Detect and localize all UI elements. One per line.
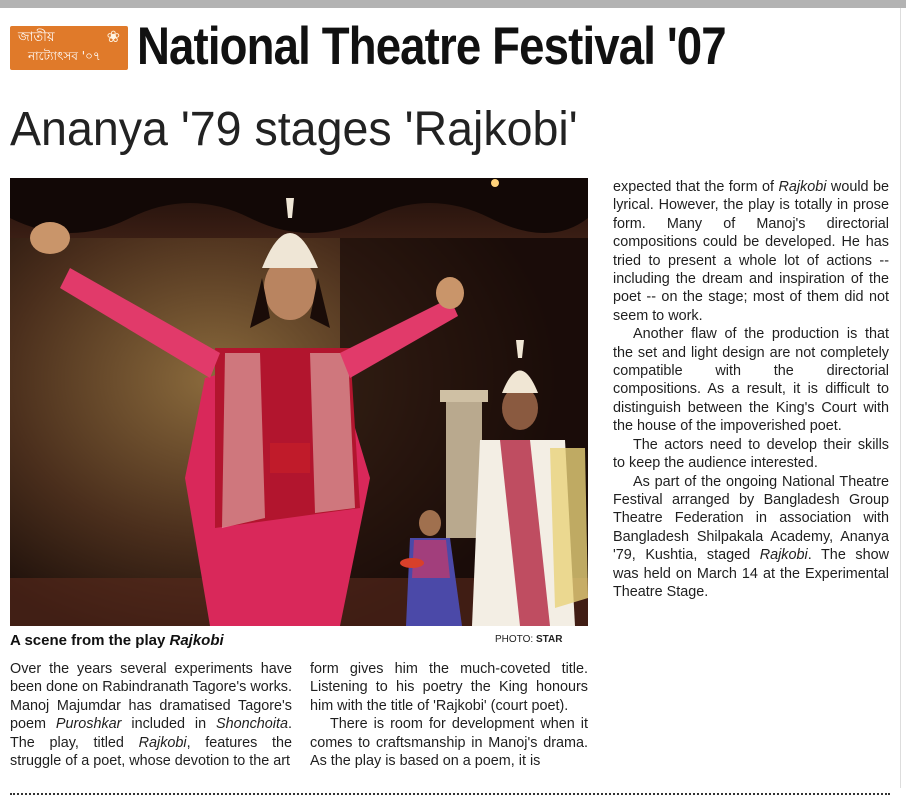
top-bar (0, 0, 906, 8)
paragraph-3: Another flaw of the production is that the set and light design are not completely compatible with the directorial compositions. As a result, it is difficult to distinguish between the King's Court with the house of the impoverished poet. (613, 326, 889, 435)
credit-source: STAR (535, 634, 563, 645)
flower-icon: ❀ (106, 27, 120, 46)
article-column-2 (310, 660, 588, 770)
paragraph-1-continued: form gives him the much-coveted title. Listening to his poetry the King honours him with the title of 'Rajkobi' (court poet). (310, 661, 588, 714)
article-column-1 (10, 660, 292, 770)
logo-line-2: নাট্যোৎসব '০৭ (28, 49, 101, 63)
article-column-3 (613, 178, 889, 601)
festival-logo (10, 26, 128, 70)
paragraph-2: expected that the form of Rajkobi would be lyrical. However, the play is totally in prose form. Many of Manoj's directorial compositions could be developed. He has tried to present a whole lot of actions -- including the dream and inspiration of the poet -- on the stage; most of them did not seem to work. (613, 179, 889, 324)
paragraph-1-part-1: Over the years several experiments have been done on Rabindranath Tagore's works. Manoj Majumdar has dramatised Tagore's poem Puroshkar included in Shonchoita. The play, titled Rajkobi, features the struggle of a poet, whose devotion to the art (10, 661, 292, 770)
headline: Ananya '79 stages 'Rajkobi' (10, 103, 578, 156)
stage-photo (10, 178, 588, 626)
logo-line-1: জাতীয় (18, 30, 55, 45)
caption-play-title: Rajkobi (169, 632, 224, 649)
paragraph-4: The actors need to develop their skills to keep the audience interested. (613, 436, 889, 472)
right-rule (900, 8, 901, 788)
stage-scene-illustration (10, 178, 588, 626)
caption-text: A scene from the play (10, 632, 170, 649)
photo-credit (495, 634, 562, 645)
credit-label: PHOTO: (495, 634, 536, 645)
bottom-dotted-rule (10, 793, 890, 795)
festival-title: National Theatre Festival '07 (137, 17, 726, 76)
paragraph-2-start: There is room for development when it comes to craftsmanship in Manoj's drama. As the play is based on a poem, it is (310, 716, 588, 770)
paragraph-5: As part of the ongoing National Theatre Festival arranged by Bangladesh Group Theatre Federation in association with Bangladesh Shilpakala Academy, Ananya '79, Kushtia, staged Rajkobi. The show was held on March 14 at the Experimental Theatre Stage. (613, 473, 889, 600)
photo-caption (10, 632, 224, 649)
